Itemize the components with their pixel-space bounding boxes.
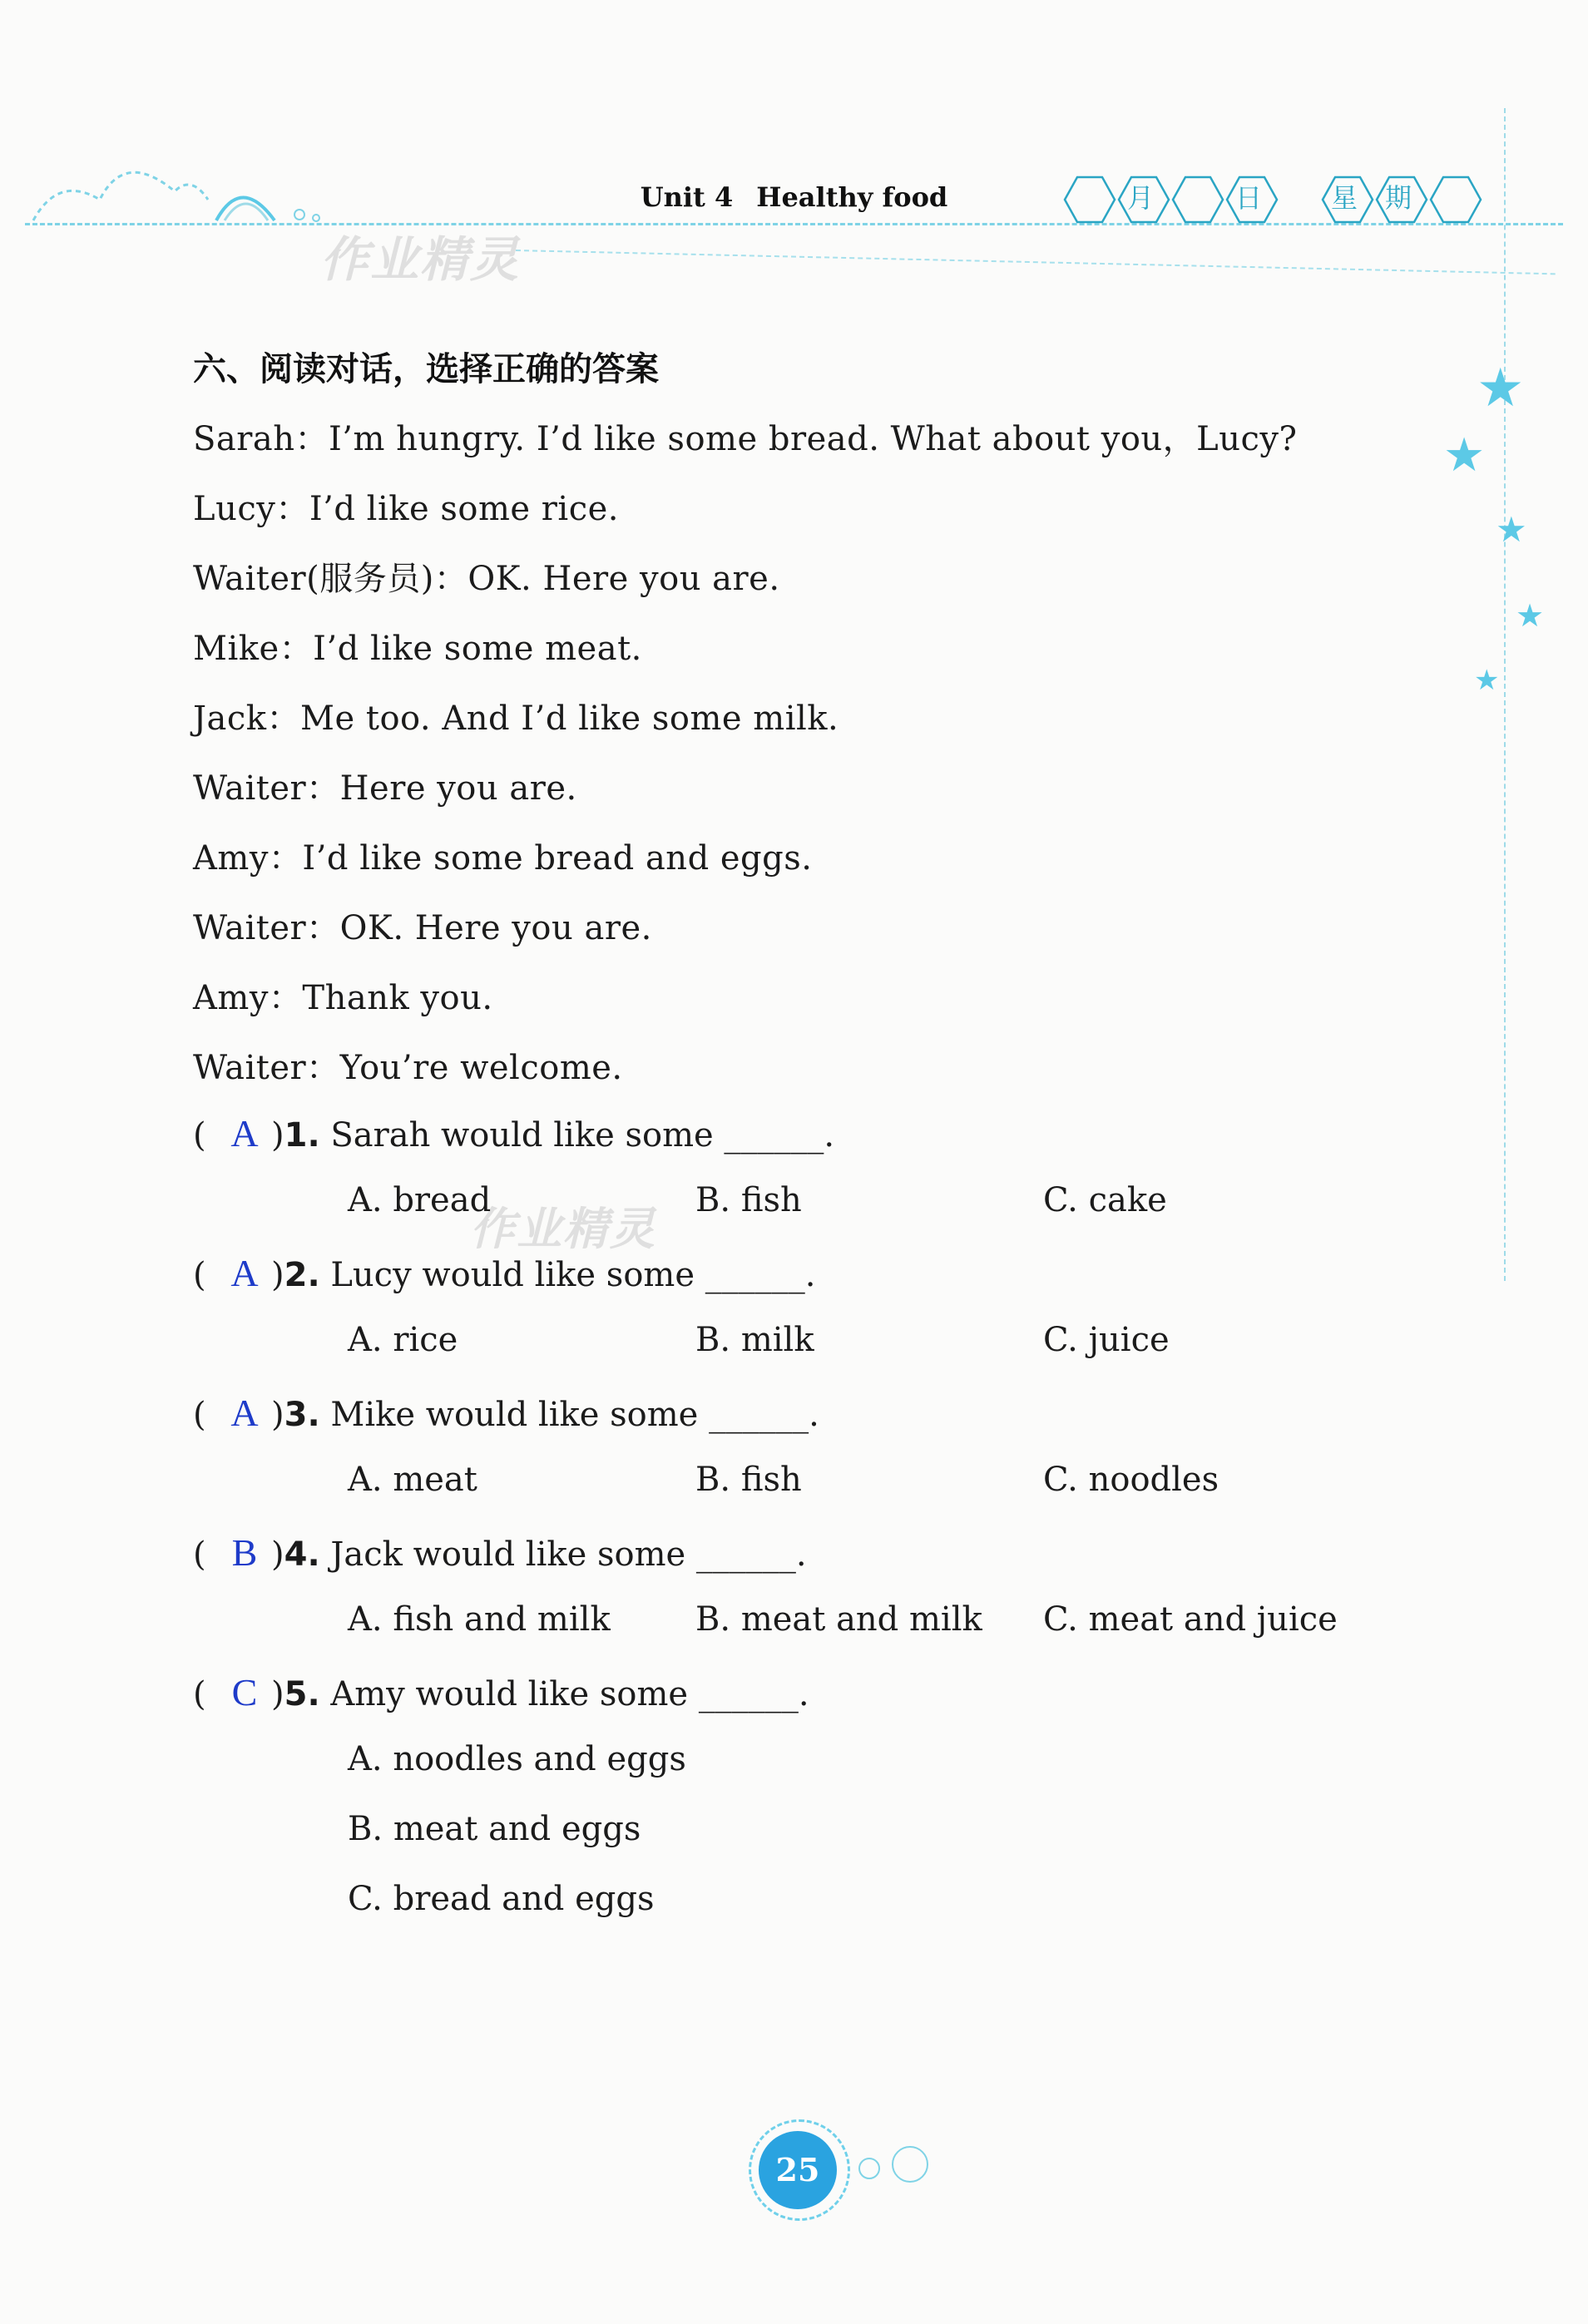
- dialogue-line: Mike：I’d like some meat.: [193, 630, 642, 668]
- question-text: Sarah would like some ______.: [330, 1116, 835, 1155]
- option-b: B. fish: [695, 1181, 802, 1219]
- option-c: C. cake: [1043, 1181, 1167, 1219]
- question-text: Mike would like some ______.: [330, 1396, 819, 1434]
- dialogue-line: Amy：I’d like some bread and eggs.: [193, 839, 813, 878]
- question-text: Jack would like some ______.: [330, 1535, 807, 1574]
- dialogue-line: Waiter：Here you are.: [193, 769, 577, 808]
- option-a: A. rice: [348, 1321, 458, 1359]
- answer-4: B: [231, 1531, 258, 1574]
- question-number: 3.: [284, 1396, 320, 1434]
- question-2: ( A )2. Lucy would like some ______.: [193, 1252, 816, 1294]
- dialogue-line: Waiter(服务员)：OK. Here you are.: [193, 560, 780, 598]
- question-text: Amy would like some ______.: [330, 1675, 809, 1713]
- question-text: Lucy would like some ______.: [330, 1256, 816, 1294]
- option-a: A. bread: [348, 1181, 492, 1219]
- question-1: ( A )1. Sarah would like some ______.: [193, 1112, 835, 1155]
- dialogue-line: Lucy：I’d like some rice.: [193, 490, 619, 528]
- option-c: C. bread and eggs: [348, 1880, 655, 1918]
- watermark-top: 作业精灵: [320, 231, 521, 288]
- unit-label: Unit 4: [640, 181, 734, 213]
- option-c: C. noodles: [1043, 1461, 1219, 1499]
- header-divider-secondary: [516, 250, 1556, 274]
- circle-decoration: [858, 2158, 880, 2179]
- answer-3: A: [230, 1392, 259, 1434]
- date-hexagons: [1056, 171, 1489, 229]
- dialogue-line: Sarah：I’m hungry. I’d like some bread. What about you，Lucy?: [193, 420, 1298, 458]
- option-b: B. milk: [695, 1321, 814, 1359]
- dialogue-line: Waiter：You’re welcome.: [193, 1049, 623, 1087]
- margin-line: [1504, 108, 1506, 1281]
- page-number: 25: [759, 2131, 837, 2209]
- option-b: B. fish: [695, 1461, 802, 1499]
- section-title: 六、阅读对话，选择正确的答案: [193, 350, 659, 388]
- month-label: 月: [1127, 182, 1155, 214]
- star-icon: ★: [1443, 428, 1486, 482]
- day-label: 日: [1235, 182, 1263, 214]
- question-5: ( C )5. Amy would like some ______.: [193, 1671, 809, 1713]
- star-icon: ★: [1496, 509, 1527, 550]
- option-a: A. fish and milk: [348, 1600, 611, 1639]
- option-c: C. juice: [1043, 1321, 1170, 1359]
- week-label-2: 期: [1385, 182, 1412, 214]
- option-c: C. meat and juice: [1043, 1600, 1338, 1639]
- option-b: B. meat and eggs: [348, 1810, 641, 1848]
- circle-decoration: [892, 2146, 928, 2183]
- star-icon: ★: [1516, 597, 1545, 634]
- option-b: B. meat and milk: [695, 1600, 982, 1639]
- watermark-middle: 作业精灵: [470, 1203, 656, 1255]
- question-number: 4.: [284, 1535, 320, 1574]
- question-4: ( B )4. Jack would like some ______.: [193, 1531, 807, 1574]
- question-number: 5.: [284, 1675, 320, 1713]
- dialogue-line: Waiter：OK. Here you are.: [193, 909, 652, 947]
- answer-1: A: [230, 1112, 259, 1155]
- answer-5: C: [231, 1671, 258, 1713]
- option-a: A. noodles and eggs: [348, 1740, 686, 1778]
- star-icon: ★: [1474, 664, 1500, 697]
- question-3: ( A )3. Mike would like some ______.: [193, 1392, 819, 1434]
- question-number: 1.: [284, 1116, 320, 1155]
- option-a: A. meat: [348, 1461, 477, 1499]
- unit-topic: Healthy food: [756, 181, 948, 213]
- star-icon: ★: [1477, 358, 1525, 419]
- week-label-1: 星: [1331, 182, 1358, 214]
- question-number: 2.: [284, 1256, 320, 1294]
- dialogue-line: Amy：Thank you.: [193, 979, 493, 1017]
- dialogue-line: Jack：Me too. And I’d like some milk.: [193, 700, 839, 738]
- answer-2: A: [230, 1252, 259, 1294]
